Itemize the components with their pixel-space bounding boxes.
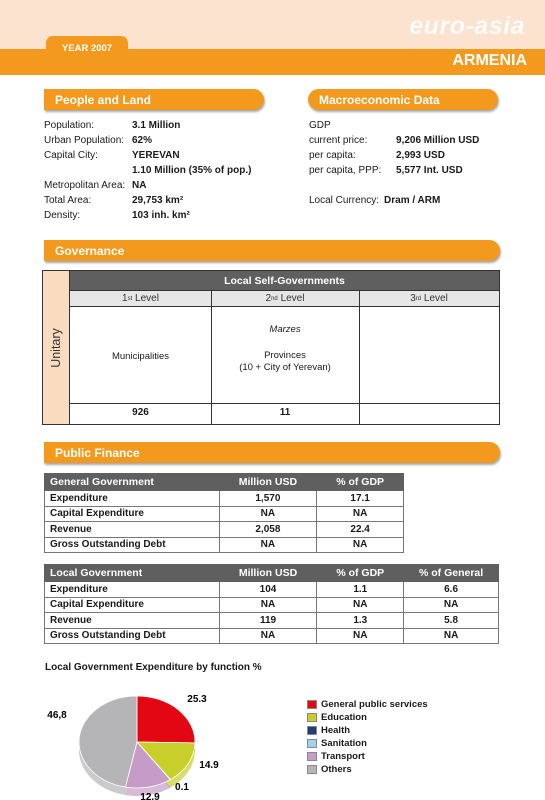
people-row: Density: 103 inh. km² — [44, 210, 190, 221]
country-title: ARMENIA — [452, 52, 527, 69]
general-government-table — [44, 473, 404, 553]
year-tab: YEAR 2007 — [46, 36, 128, 61]
table-row: Capital Expenditure NA NA — [45, 506, 404, 522]
people-row: 1.10 Million (35% of pop.) — [132, 165, 252, 176]
table-row: Gross Outstanding Debt NA NA NA — [45, 628, 499, 644]
section-public-finance: Public Finance — [44, 442, 500, 463]
people-row: Capital City: YEREVAN — [44, 150, 180, 161]
macro-row: per capita, PPP: 5,577 Int. USD — [309, 165, 463, 176]
legend-swatch — [307, 700, 317, 709]
legend-item — [307, 711, 428, 724]
pie-value-label: 14.9 — [199, 760, 219, 771]
table-row: Capital Expenditure NA NA NA — [45, 597, 499, 613]
section-people-land: People and Land — [44, 89, 264, 110]
table-row: Expenditure 104 1.1 6.6 — [45, 582, 499, 598]
col-pct-gdp: % of GDP — [317, 474, 404, 491]
table-row: Expenditure 1,570 17.1 — [45, 491, 404, 507]
provinces-count: 11 — [279, 407, 291, 418]
legend-item — [307, 698, 428, 711]
people-row: Urban Population: 62% — [44, 135, 153, 146]
people-row: Total Area: 29,753 km² — [44, 195, 184, 206]
pie-value-label: 0.1 — [175, 782, 189, 793]
legend-swatch — [307, 752, 317, 761]
gdp-label: GDP — [309, 120, 331, 131]
legend-label: General public services — [321, 699, 428, 710]
currency-label: Local Currency: — [309, 195, 380, 206]
brand-logo: euro-asia — [409, 12, 525, 40]
legend-label: Health — [321, 725, 351, 736]
people-row: Metropolitan Area: NA — [44, 180, 147, 191]
table-row: Revenue 119 1.3 5.8 — [45, 613, 499, 629]
pie-value-label: 12.9 — [140, 792, 160, 800]
legend-swatch — [307, 726, 317, 735]
expenditure-pie-chart — [0, 660, 545, 800]
currency-row — [309, 193, 529, 208]
col-general-government: General Government — [45, 474, 220, 491]
legend-item — [307, 750, 428, 763]
legend-label: Education — [321, 712, 367, 723]
col-million-usd: Million USD — [219, 565, 317, 582]
local-self-governments-header: Local Self-Governments — [70, 271, 499, 290]
section-governance: Governance — [44, 240, 500, 261]
municipalities-cell: Municipalities — [111, 351, 170, 362]
pie-value-label: 25.3 — [187, 694, 207, 705]
people-row: Population: 3.1 Million — [44, 120, 181, 131]
macro-row: per capita: 2,993 USD — [309, 150, 445, 161]
municipalities-count: 926 — [132, 407, 149, 418]
col-pct-gdp: % of GDP — [317, 565, 404, 582]
legend-swatch — [307, 739, 317, 748]
pie-value-label: 46,8 — [47, 710, 67, 721]
section-macroeconomic: Macroeconomic Data — [308, 89, 498, 110]
people-land-list — [44, 118, 284, 223]
level-1-header: 1 st Level — [70, 290, 211, 307]
macro-row: current price: 9,206 Million USD — [309, 135, 480, 146]
legend-item — [307, 763, 428, 776]
legend-swatch — [307, 713, 317, 722]
legend-label: Transport — [321, 751, 365, 762]
chart-legend — [307, 698, 428, 776]
macro-list — [309, 118, 529, 208]
chart-title: Local Government Expenditure by function % — [45, 662, 262, 673]
col-million-usd: Million USD — [219, 474, 317, 491]
legend-label: Others — [321, 764, 352, 775]
col-pct-general: % of General — [404, 565, 499, 582]
table-row: Revenue 2,058 22.4 — [45, 522, 404, 538]
legend-item — [307, 737, 428, 750]
table-row: Gross Outstanding Debt NA NA — [45, 537, 404, 553]
local-government-table — [44, 564, 499, 644]
legend-label: Sanitation — [321, 738, 367, 749]
legend-item — [307, 724, 428, 737]
level-2-header: 2 nd Level — [211, 290, 359, 307]
unitary-label: Unitary — [43, 271, 70, 424]
col-local-government: Local Government — [45, 565, 220, 582]
level-3-header: 3 rd Level — [359, 290, 499, 307]
currency-value: Dram / ARM — [384, 195, 441, 206]
governance-table — [42, 270, 500, 425]
provinces-cell: Marzes Provinces (10 + City of Yerevan) — [239, 324, 331, 373]
legend-swatch — [307, 765, 317, 774]
